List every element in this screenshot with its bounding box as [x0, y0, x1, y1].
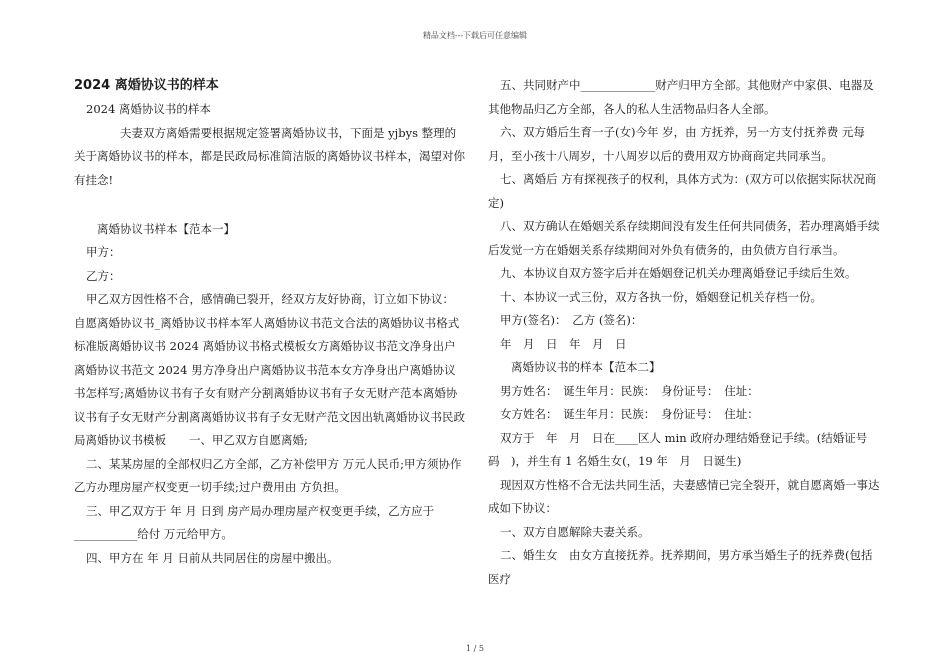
male-info-line: 男方姓名： 诞生年月：民族： 身份证号： 住址： [500, 383, 759, 398]
page-header: 精品文档---下载后可任意编辑 [422, 31, 528, 40]
clause-7: 七、离婚后 方有探视孩子的权利，具体方式为：(双方可以依据实际状况商定) [488, 172, 877, 210]
signature-line: 甲方(签名)： 乙方 (签名)： [500, 313, 643, 327]
sample2-clause-2: 二、婚生女 由女方直接抚养。抚养期间，男方承当婚生子的抚养费(包括医疗 [488, 548, 873, 586]
party-b-label: 乙方： [86, 268, 121, 283]
clause-2: 二、某某房屋的全部权归乙方全部，乙方补偿甲方 万元人民币;甲方须协作乙方办理房屋产权变更一切手续;过户费用由 方负担。 [74, 456, 462, 494]
preamble-paragraph: 甲乙双方因性格不合，感情确已裂开，经双方友好协商，订立如下协议： [86, 292, 454, 306]
sample2-heading: 离婚协议书的样本【范本二】 [511, 360, 661, 374]
spacer [74, 192, 466, 216]
left-column [74, 74, 466, 570]
document-subtitle: 2024 离婚协议书的样本 [86, 102, 211, 116]
clause-6: 六、双方婚后生育一子(女)今年 岁，由 方抚养，另一方支付抚养费 元每月，至小孩十八周岁，十八周岁以后的费用双方协商商定共同承当。 [488, 125, 865, 163]
female-info-line: 女方姓名： 诞生年月：民族： 身份证号： 住址： [500, 407, 759, 421]
marriage-registration: 双方于 年 月 日在____区人 min 政府办理结婚登记手续。(结婚证号码 )，并生有 1 名婚生女(，19 年 月 日诞生) [488, 430, 868, 468]
keywords-paragraph: 自愿离婚协议书_离婚协议书样本军人离婚协议书范文合法的离婚协议书格式标准版离婚协议书 2024 离婚协议书格式模板女方离婚协议书范文净身出户离婚协议书范文 2024 男方净身出户离婚协议书范本女方净身出户离婚协议书怎样写;离婚协议书有子女有财产分割离婚协议书有子女无财产范本离婚协议书有子女无财产分割离离婚协议书有子女无财产范文因出轨离婚协议书民政局离婚协议书模板 一、甲乙双方自愿离婚; [74, 315, 465, 447]
sample2-clause-1: 一、双方自愿解除夫妻关系。 [500, 524, 650, 539]
right-column [488, 74, 880, 591]
clause-10: 十、本协议一式三份，双方各执一份，婚姻登记机关存档一份。 [500, 289, 822, 304]
divorce-reason: 现因双方性格不合无法共同生活，夫妻感情已完全裂开，就自愿离婚一事达成如下协议： [488, 477, 880, 515]
clause-3: 三、甲乙双方于 年 月 日到 房产局办理房屋产权变更手续，乙方应于___________给付 万元给甲方。 [74, 503, 435, 541]
document-title: 2024 离婚协议书的样本 [74, 78, 219, 93]
clause-9: 九、本协议自双方签字后并在婚姻登记机关办理离婚登记手续后生效。 [500, 266, 857, 280]
clause-4: 四、甲方在 年 月 日前从共同居住的房屋中搬出。 [86, 550, 339, 565]
party-a-label: 甲方： [86, 245, 121, 259]
clause-8: 八、双方确认在婚姻关系存续期间没有发生任何共同债务，若办理离婚手续后发觉一方在婚姻关系存续期间对外负有债务的，由负债方自行承当。 [488, 219, 880, 257]
page-number: 1 / 5 [466, 644, 484, 653]
clause-5: 五、共同财产中_____________财产归甲方全部。其他财产中家俱、电器及其他物品归乙方全部，各人的私人生活物品归各人全部。 [488, 78, 874, 116]
intro-paragraph: 夫妻双方离婚需要根据规定签署离婚协议书，下面是 yjbys 整理的关于离婚协议书的样本，都是民政局标准简洁版的离婚协议书样本，渴望对你有挂念! [74, 125, 465, 187]
date-line: 年 月 日 年 月 日 [500, 336, 627, 351]
sample1-heading: 离婚协议书样本【范本一】 [97, 221, 235, 236]
